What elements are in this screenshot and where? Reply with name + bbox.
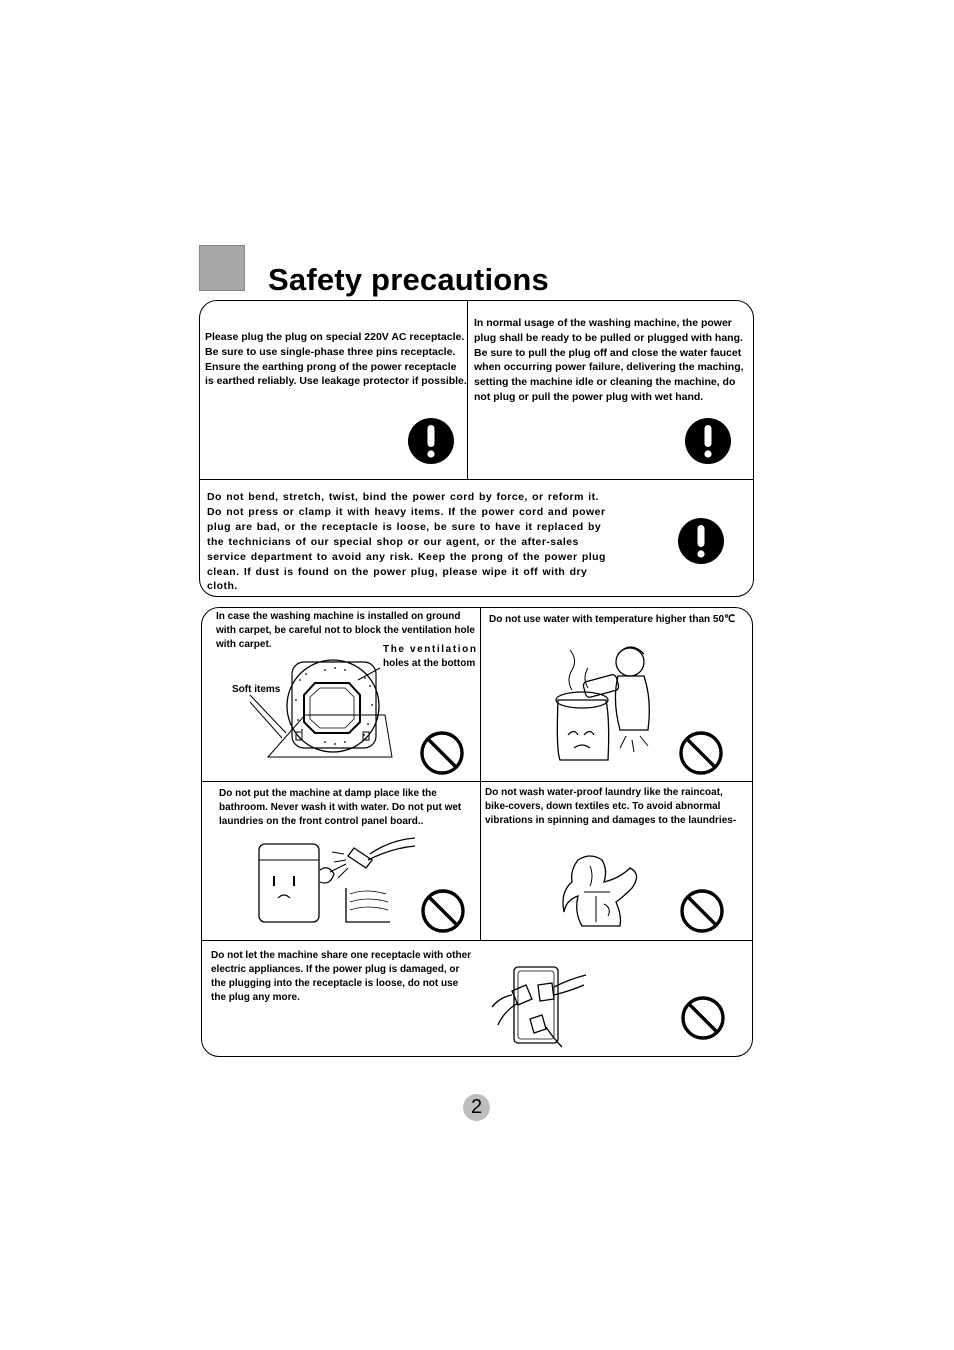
raincoat-illustration xyxy=(560,852,642,930)
ventilation-label: holes at the bottom xyxy=(383,658,476,669)
machine-bottom-illustration xyxy=(240,650,400,760)
power-cord-text: Do not bend, stretch, twist, bind the power cord by force, or reform it. Do not press or clamp it with heavy items. If the power cord and power plug are bad, or the receptacle is loose, be sure to have it replaced by the technicians of our special shop or our agent, or the after-sales service department to avoid any risk. Keep the prong of the power plug clean. If dust is found on the power plug, please wipe it off with dry cloth. xyxy=(207,491,606,593)
water-temp-text: Do not use water with temperature higher than 50℃ xyxy=(489,614,736,625)
exclamation-icon xyxy=(407,417,455,465)
normal-usage-text: In normal usage of the washing machine, the power plug shall be ready to be pulled or plugged with hang. Be sure to pull the plug off and close the water faucet when occurring power failure, delivering the maching, setting the machine idle or cleaning the machine, do not plug or pull the power plug with wet hand. xyxy=(474,317,744,403)
exclamation-icon xyxy=(677,517,725,565)
ventilation-label: The ventilation xyxy=(383,644,478,655)
damp-place-text: Do not put the machine at damp place like the bathroom. Never wash it with water. Do not put wet laundries on the front control panel board.. xyxy=(219,788,462,827)
prohibition-icon xyxy=(679,888,725,934)
multi-plug-illustration xyxy=(490,955,590,1050)
waterproof-text: Do not wash water-proof laundry like the raincoat, bike-covers, down textiles etc. To avoid abnormal vibrations in spinning and damages to the laundries- xyxy=(485,787,737,826)
prohibition-icon xyxy=(420,888,466,934)
exclamation-icon xyxy=(684,417,732,465)
divider xyxy=(202,940,752,941)
hot-water-illustration xyxy=(548,640,660,765)
water-spray-illustration xyxy=(250,830,420,925)
receptacle-share-text: Do not let the machine share one receptacle with other electric appliances. If the power plug is damaged, or the plugging into the receptacle is loose, do not use the plug any more. xyxy=(211,950,472,1003)
carpet-text: In case the washing machine is installed on ground with carpet, be careful not to block the ventilation hole with carpet. xyxy=(216,611,475,650)
divider xyxy=(467,301,468,479)
section-marker xyxy=(199,245,245,291)
prohibition-icon xyxy=(419,730,465,776)
divider xyxy=(480,608,481,940)
soft-items-label: Soft items xyxy=(232,684,281,695)
divider xyxy=(202,781,752,782)
prohibition-icon xyxy=(678,730,724,776)
prohibition-icon xyxy=(680,995,726,1041)
page-number: 2 xyxy=(463,1094,490,1121)
page-title: Safety precautions xyxy=(268,262,549,297)
plug-receptacle-text: Please plug the plug on special 220V AC receptacle. Be sure to use single-phase three pins receptacle. Ensure the earthing prong of the power receptacle is earthed reliably. Use leakage protector if possible. xyxy=(205,331,467,388)
divider xyxy=(200,479,753,480)
